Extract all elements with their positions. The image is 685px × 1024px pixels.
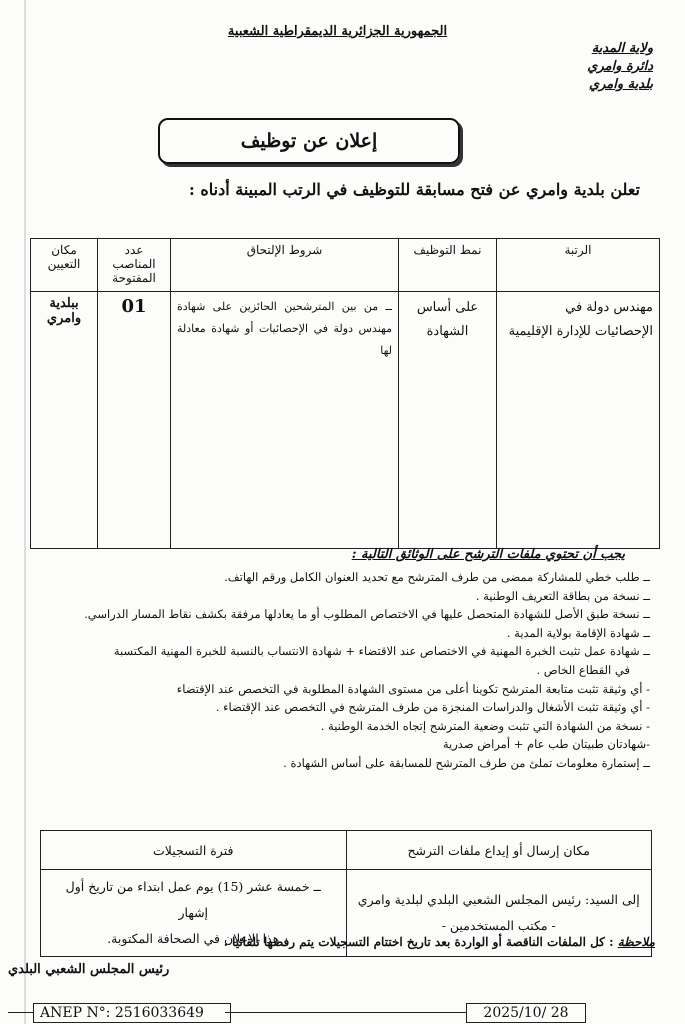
header-conditions: شروط الإلتحاق — [171, 239, 399, 292]
signature-title: رئيس المجلس الشعبي البلدي — [8, 962, 170, 977]
table-row — [31, 292, 660, 549]
list-item: في القطاع الخاص . — [536, 662, 630, 677]
list-item: - أي وثيقة تثبت الأشغال والدراسات المنجزة من طرف المترشح في التخصص عند الإقتضاء . — [215, 700, 650, 715]
list-item: ــ إستمارة معلومات تملئ من طرف المترشح للمسابقة على أساس الشهادة . — [283, 755, 650, 770]
anep-number: ANEP N°: 2516033649 — [33, 1003, 231, 1023]
conditions-cell: ــ من بين المترشحين الحائزين على شهادة مهندس دولة في الإحصائيات أو شهادة معادلة لها — [171, 292, 399, 549]
list-item: ــ شهادة عمل تثبت الخبرة المهنية في الاختصاص عند الاقتضاء + شهادة الانتساب بالنسبة للخبرة المهنية المكتسبة — [113, 644, 650, 659]
republic-heading: الجمهورية الجزائرية الديمقراطية الشعبية — [227, 24, 448, 39]
place-header: مكان إرسال أو إيداع ملفات الترشح — [346, 831, 652, 870]
list-item: ــ نسخة طبق الأصل للشهادة المتحصل عليها في الاختصاص المطلوب أو ما يعادلها مرفقة بكشف نقاط المسار الدراسي. — [84, 607, 650, 622]
intro-text: تعلن بلدية وامري عن فتح مسابقة للتوظيف في الرتب المبينة أدناه : — [188, 180, 640, 199]
table-header-row — [31, 239, 660, 292]
header-mode: نمط التوظيف — [399, 239, 497, 292]
note-text: : كل الملفات الناقصة أو الواردة بعد تاريخ اختتام التسجيلات يتم رفضها تلقائيا . — [223, 935, 614, 949]
recruitment-table — [30, 238, 660, 549]
place-line-2: - مكتب المستخدمين - — [441, 918, 556, 933]
list-item: ــ طلب خطي للمشاركة ممضى من طرف المترشح مع تحديد العنوان الكامل ورقم الهاتف. — [224, 570, 650, 584]
documents-list — [50, 568, 650, 773]
scan-edge — [24, 0, 26, 1024]
grade-cell: مهندس دولة في الإحصائيات للإدارة الإقليمية — [497, 292, 660, 549]
footer-rule-middle — [225, 1012, 466, 1013]
issuer-block — [503, 40, 653, 94]
period-line-1: ــ خمسة عشر (15) يوم عمل ابتداء من تاريخ أول إشهار — [65, 879, 321, 920]
header-grade: الرتبة — [497, 239, 660, 292]
place-cell: ببلدية وامري — [31, 292, 98, 549]
footer-rule-left — [8, 1012, 33, 1013]
registration-header-row — [41, 831, 652, 870]
list-item: -شهادتان طبيتان طب عام + أمراض صدرية — [442, 737, 650, 752]
list-item: ــ نسخة من بطاقة التعريف الوطنية . — [475, 588, 650, 603]
period-header: فترة التسجيلات — [41, 831, 347, 870]
list-item: - نسخة من الشهادة التي تثبت وضعية المترشح إتجاه الخدمة الوطنية . — [320, 718, 650, 733]
publication-date: 2025/10/ 28 — [466, 1003, 586, 1023]
wilaya-label: ولاية المدية — [591, 41, 653, 56]
list-item: - أي وثيقة تثبت متابعة المترشح تكوينا أعلى من مستوى الشهادة المطلوبة في التخصص عند الإقتضاء — [176, 681, 650, 696]
header-posts: عدد المناصب المفتوحة — [98, 239, 171, 292]
mode-cell: على أساس الشهادة — [399, 292, 497, 549]
posts-cell: 01 — [98, 292, 171, 549]
list-item: ــ شهادة الإقامة بولاية المدية . — [506, 625, 650, 640]
announcement-title: إعلان عن توظيف — [158, 118, 460, 164]
note — [170, 935, 655, 949]
daira-label: دائرة وامري — [587, 59, 653, 74]
place-line-1: إلى السيد: رئيس المجلس الشعبي البلدي لبلدية وامري — [357, 892, 640, 907]
baladiya-label: بلدية وامري — [588, 77, 653, 92]
period-line-2: هذا الاعلان في الصحافة المكتوبة. — [107, 931, 280, 946]
documents-heading: يجب أن تحتوي ملفات الترشح على الوثائق التالية : — [351, 547, 625, 562]
header-place: مكان التعيين — [31, 239, 98, 292]
note-label: ملاحظة — [617, 935, 655, 949]
